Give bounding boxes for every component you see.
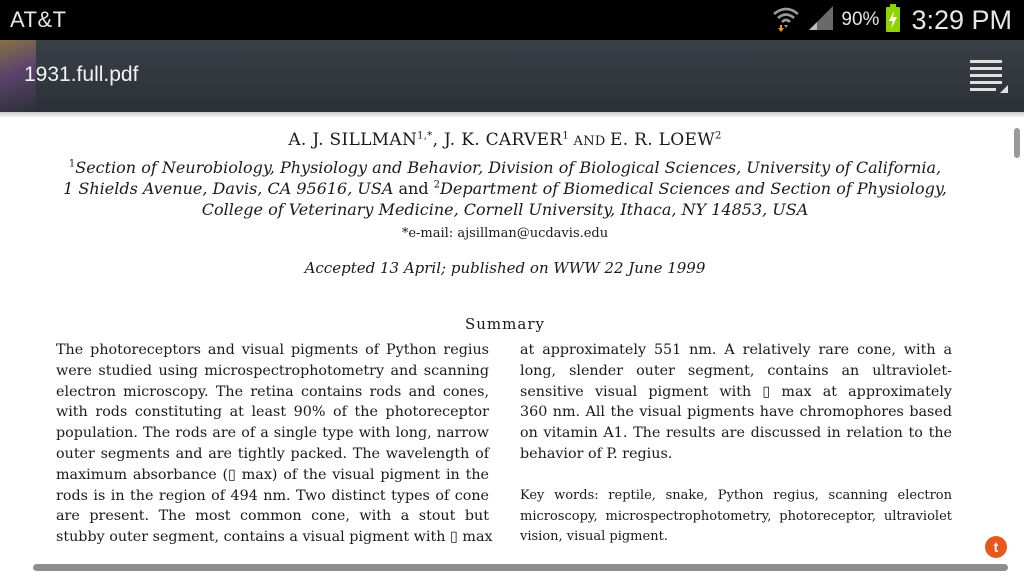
text-line: sensitive visual pigment with ▯ max at approximately: [520, 383, 952, 400]
affiliation-sup-1: 1: [68, 158, 76, 170]
document-title[interactable]: 1931.full.pdf: [24, 63, 139, 86]
text-line: at approximately 551 nm. A relatively rare cone, with a: [520, 342, 952, 358]
affiliation-line-2: [0, 179, 1010, 198]
author-2: , J. K. CARVER: [432, 130, 563, 150]
author-3-sup: 2: [714, 130, 722, 142]
text-line: The photoreceptors and visual pigments of Python regius: [56, 342, 489, 358]
affiliation-sup-2: 2: [433, 179, 441, 191]
author-2-sup: 1: [562, 130, 570, 142]
text-line: rods is in the region of 494 nm. Two distinct types of cone: [56, 487, 489, 504]
summary-heading: Summary: [465, 315, 545, 333]
app-badge-icon[interactable]: t: [985, 536, 1007, 558]
clock: 3:29 PM: [911, 4, 1012, 35]
signal-icon: [807, 4, 835, 37]
horizontal-scrollbar[interactable]: [33, 564, 1008, 571]
menu-icon[interactable]: [966, 83, 1010, 102]
text-line: 360 nm. All the visual pigments have chromophores based: [520, 404, 952, 421]
text-line: outer segments and are tightly packed. The wavelength of: [56, 445, 489, 462]
wifi-icon: [771, 3, 801, 38]
app-bar: [0, 40, 1024, 113]
pdf-page[interactable]: [0, 112, 1024, 576]
accepted-line: Accepted 13 April; published on WWW 22 June 1999: [304, 259, 706, 277]
battery-percent: 90%: [841, 9, 880, 30]
keywords-block: [520, 486, 952, 548]
status-bar: [0, 0, 1024, 40]
text-line: population. The rods are of a single type with long, narrow: [56, 425, 489, 442]
text-line: maximum absorbance (▯ max) of the visual pigment in the: [56, 466, 489, 483]
keywords-line: microscopy, microspectrophotometry, photoreceptor, ultraviolet: [520, 508, 952, 524]
text-line: electron microscopy. The retina contains rods and cones,: [56, 383, 489, 400]
affiliation-text-1: Section of Neurobiology, Physiology and Behavior, Division of Biological Sciences, University of California,: [75, 158, 942, 177]
affiliation-text-2a: 1 Shields Avenue, Davis, CA 95616, USA: [63, 179, 394, 198]
vertical-scrollbar[interactable]: [1014, 128, 1020, 158]
authors-and: AND: [569, 134, 611, 149]
menu-button[interactable]: [966, 54, 1010, 98]
affiliation-and: and: [393, 179, 434, 198]
email-line: *e-mail: ajsillman@ucdavis.edu: [401, 226, 609, 241]
text-line: long, slender outer segment, contains an ultraviolet-: [520, 362, 952, 379]
affiliation-line-1: [0, 158, 1010, 177]
author-1-star: *: [427, 130, 433, 142]
affiliation-text-2b: Department of Biomedical Sciences and Section of Physiology,: [440, 179, 947, 198]
page-top-shadow: [0, 112, 1024, 118]
summary-left-column: [56, 340, 493, 548]
author-1: A. J. SILLMAN: [288, 130, 418, 150]
text-line: with rods constituting at least 90% of the photoreceptor: [56, 404, 489, 421]
affiliation-line-3: College of Veterinary Medicine, Cornell University, Ithaca, NY 14853, USA: [201, 200, 809, 219]
keywords-line: Key words: reptile, snake, Python regius, scanning electron: [520, 488, 952, 503]
text-line: on vitamin A1. The results are discussed in relation to the: [520, 425, 952, 442]
text-line: stubby outer segment, contains a visual pigment with ▯ max: [56, 529, 493, 546]
author-3: E. R. LOEW: [610, 130, 715, 150]
author-1-sup: 1,: [417, 130, 428, 142]
text-line: were studied using microspectrophotometry and scanning: [56, 362, 489, 379]
keywords-line: vision, visual pigment.: [520, 529, 668, 544]
authors-line: [0, 130, 1010, 150]
text-line: behavior of P. regius.: [520, 445, 673, 462]
text-line: are present. The most common cone, with a stout but: [56, 508, 489, 525]
status-icons: [771, 3, 1012, 37]
battery-charging-icon: [885, 3, 901, 38]
summary-right-column: [520, 340, 952, 465]
carrier-name: AT&T: [10, 7, 67, 32]
